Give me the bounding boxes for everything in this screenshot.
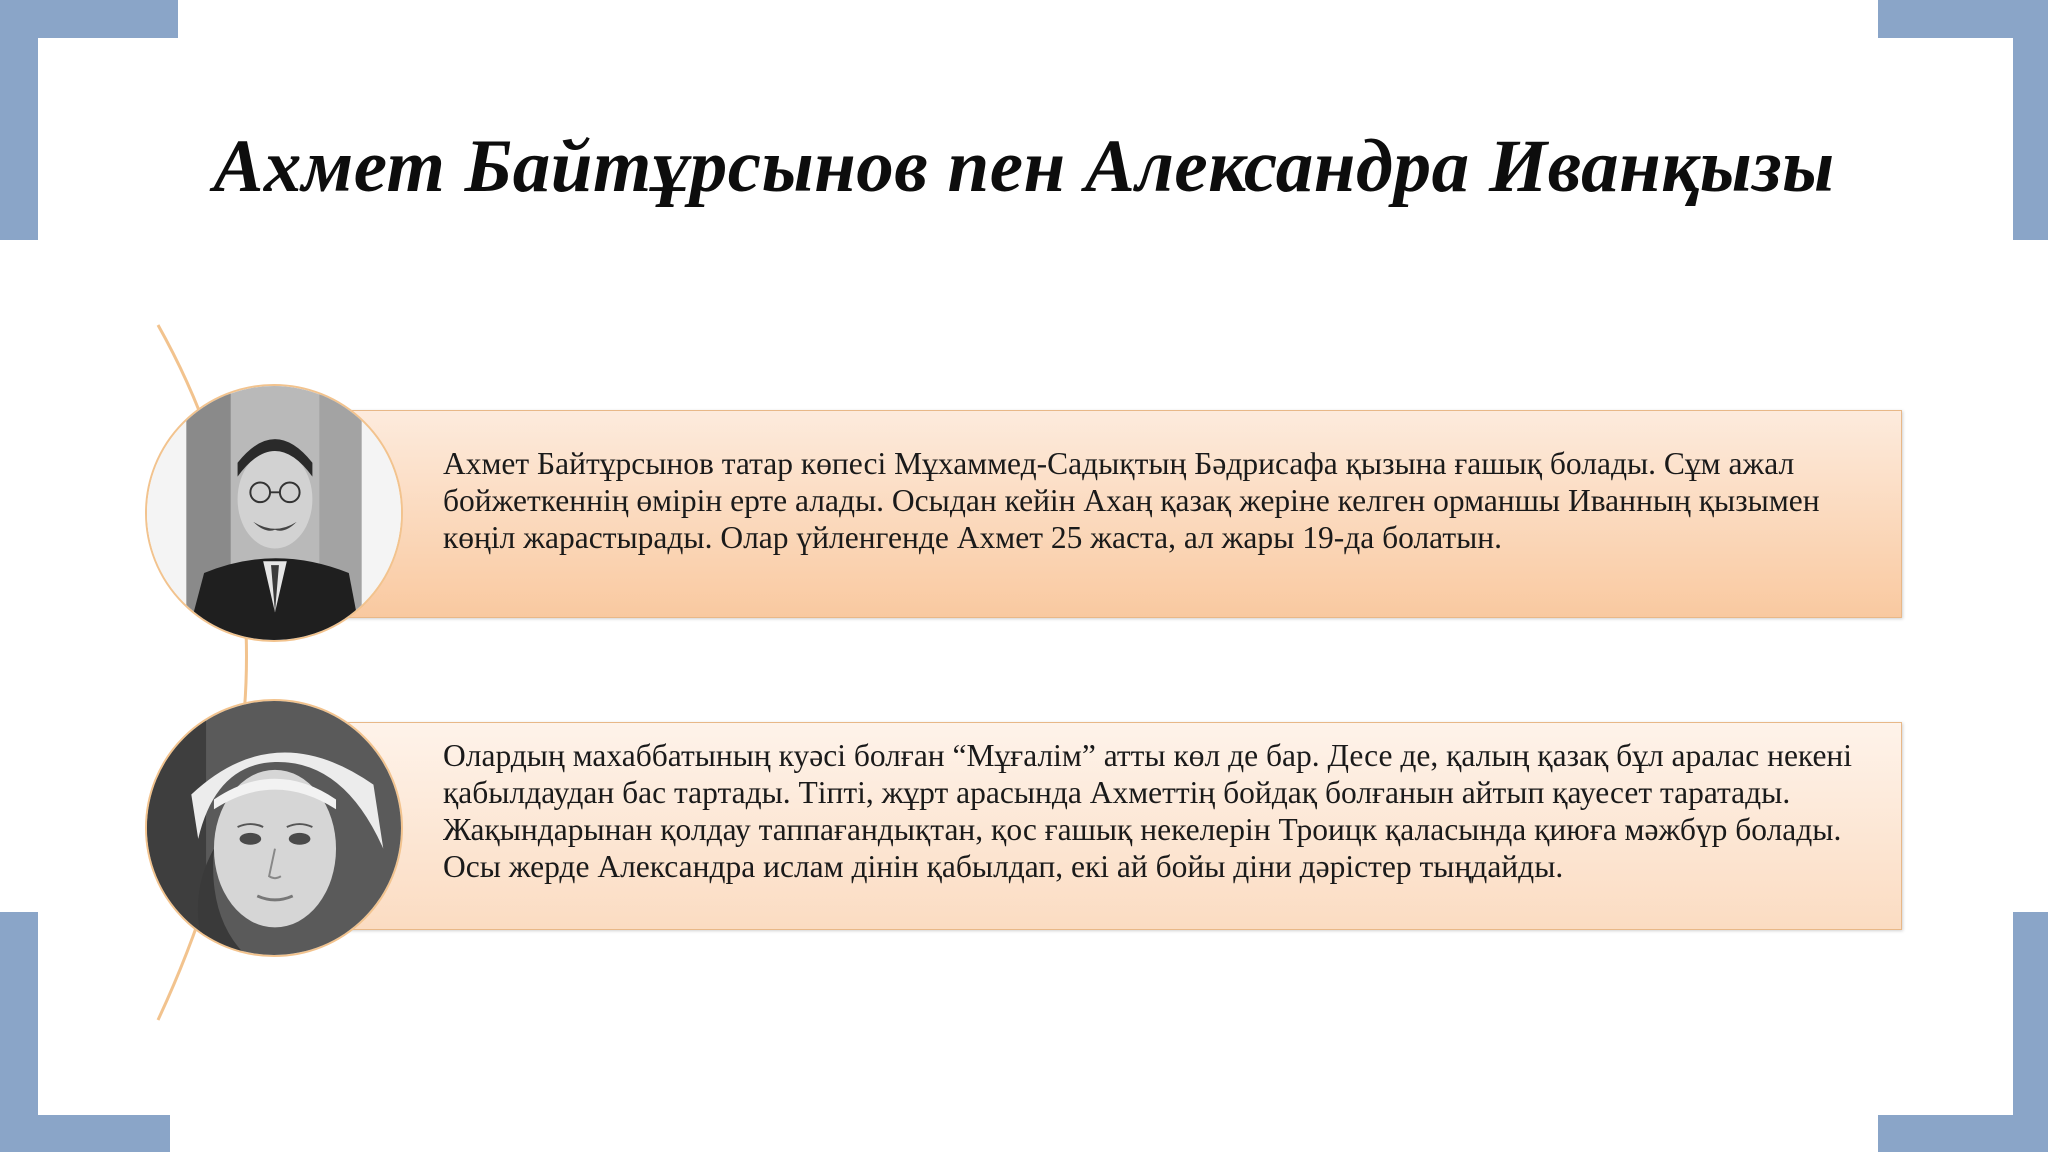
text-box-1-paragraph: Ахмет Байтұрсынов татар көпесі Мұхаммед-Садықтың Бәдрисафа қызына ғашық болады. Сұм ажал бойжеткеннің өмірін ерте алады. Осыдан кейін Ахаң қазақ жеріне келген орманшы Иванның қызымен көңіл жарастырады. Олар үйленгенде Ахмет 25 жаста, ал жары 19-да болатын.	[443, 446, 1820, 555]
portrait-woman-icon	[147, 701, 401, 955]
text-box-2	[342, 722, 1902, 930]
slide-title: Ахмет Байтұрсынов пен Александра Иванқызы	[213, 125, 1835, 208]
text-box-1	[342, 410, 1902, 618]
portrait-man-with-glasses	[145, 384, 403, 642]
portrait-man-icon	[147, 386, 401, 640]
corner-accent-bottom-right-h	[1878, 1115, 2048, 1152]
text-box-2-paragraph: Олардың махаббатының куәсі болған “Мұғалім” атты көл де бар. Десе де, қалың қазақ бұл аралас некені қабылдаудан бас тартады. Тіпті, жұрт арасында Ахметтің бойдақ болғанын айтып қауесет таратады. Жақындарынан қолдау таппағандықтан, қос ғашық некелерін Троицк қаласында қиюға мәжбүр болады. Осы жерде Александра ислам дінін қабылдап, екі ай бойы діни дәрістер тыңдайды.	[443, 738, 1853, 884]
portrait-woman-with-headscarf	[145, 699, 403, 957]
corner-accent-bottom-left-h	[0, 1115, 170, 1152]
